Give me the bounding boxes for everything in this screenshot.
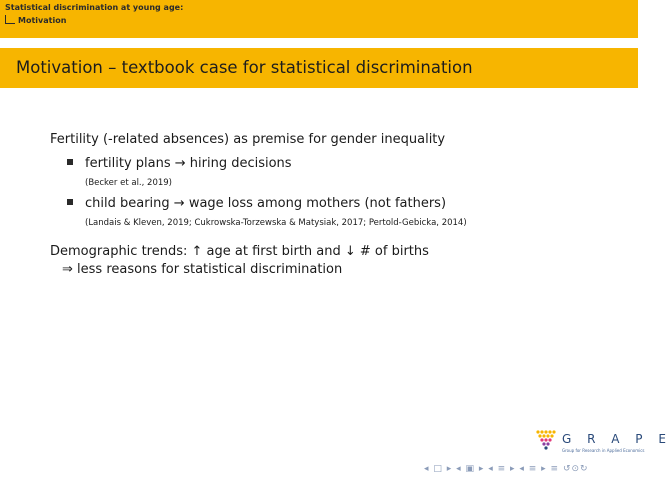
sub-point-text: fertility plans → hiring decisions <box>85 156 292 171</box>
sub-point-text: child bearing → wage loss among mothers (not fathers) <box>85 196 447 211</box>
slide-title: Motivation – textbook case for statistical discrimination <box>16 58 473 77</box>
logo-tagline: Group for Research in Applied Economics <box>562 448 645 453</box>
tree-elbow-icon <box>5 15 15 24</box>
citation-landais: (Landais & Kleven, 2019; Cukrowska-Torzewska & Matysiak, 2017; Pertold-Gebicka, 2014) <box>85 218 467 228</box>
point-demographic-implication: ⇒ less reasons for statistical discrimination <box>62 262 343 277</box>
point-fertility: Fertility (-related absences) as premise for gender inequality <box>50 132 446 147</box>
point-demographic: Demographic trends: ↑ age at first birth and ↓ # of births <box>50 244 429 259</box>
slide-content <box>50 131 610 279</box>
bullet-icon <box>67 159 73 165</box>
sub-point-fertility-plans <box>67 155 610 173</box>
logo-name: G R A P E <box>562 432 672 446</box>
breadcrumb-section[interactable]: Statistical discrimination at young age: <box>5 3 184 12</box>
breadcrumb-subsection-label: Motivation <box>18 16 67 25</box>
bullet-icon <box>67 199 73 205</box>
beamer-navigation[interactable]: ◂ □ ▸ ◂ ▣ ▸ ◂ ≡ ▸ ◂ ≡ ▸ ≡ ↺⊙↻ <box>424 464 589 474</box>
citation-becker: (Becker et al., 2019) <box>85 178 172 188</box>
breadcrumb-subsection[interactable] <box>5 15 66 25</box>
sub-point-child-bearing <box>67 195 610 213</box>
